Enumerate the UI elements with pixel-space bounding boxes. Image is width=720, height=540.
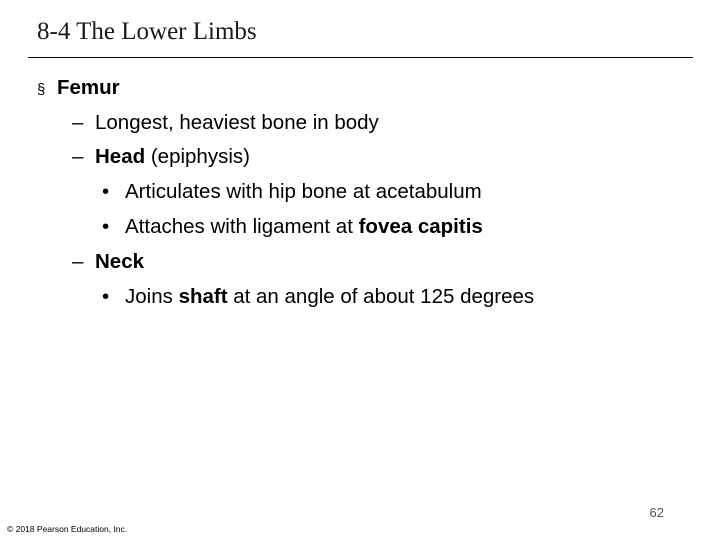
bullet-head-bold: Head [95, 145, 146, 168]
bullet-femur-text: Femur [57, 76, 120, 99]
bullet-joins [102, 285, 534, 309]
bullet-head [72, 145, 250, 169]
bullet-attaches [102, 215, 483, 239]
page-number: 62 [649, 505, 664, 520]
bullet-joins-post: at an angle of about 125 degrees [227, 285, 535, 308]
bullet-articulates-text: Articulates with hip bone at acetabulum [125, 180, 482, 203]
bullet-joins-pre: Joins [125, 285, 179, 308]
bullet-marker: § [37, 81, 46, 98]
dash-marker: – [72, 250, 84, 273]
dash-marker: – [72, 111, 84, 134]
dot-marker: • [102, 285, 110, 308]
bullet-attaches-pre: Attaches with ligament at [125, 215, 359, 238]
title-divider [28, 57, 693, 58]
bullet-joins-bold: shaft [178, 285, 228, 308]
bullet-neck-text: Neck [95, 250, 145, 273]
bullet-attaches-bold: fovea capitis [358, 215, 483, 238]
bullet-head-rest: (epiphysis) [145, 145, 250, 168]
bullet-longest-text: Longest, heaviest bone in body [95, 111, 379, 134]
copyright-footer: © 2018 Pearson Education, Inc. [7, 524, 128, 534]
dash-marker: – [72, 145, 84, 168]
dot-marker: • [102, 180, 110, 203]
bullet-femur [37, 76, 120, 102]
slide-title: 8-4 The Lower Limbs [37, 18, 257, 45]
bullet-neck [72, 250, 144, 274]
bullet-longest [72, 111, 379, 135]
bullet-articulates [102, 180, 482, 204]
dot-marker: • [102, 215, 110, 238]
